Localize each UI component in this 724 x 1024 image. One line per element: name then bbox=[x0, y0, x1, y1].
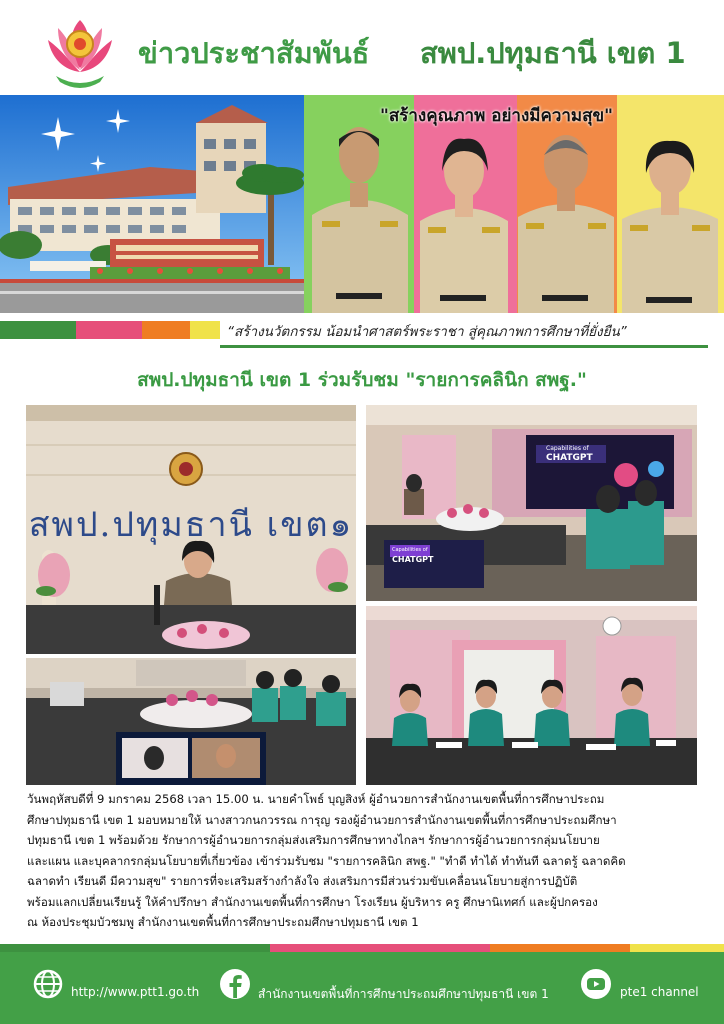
body-line: ฉลาดทำ เรียนดี มีความสุข" รายการที่จะเสริมสร้างกำลังใจ ส่งเสริมการมีส่วนร่วมขับเคลื่อนนโยบายสู่การปฏิบัติ bbox=[27, 874, 578, 888]
facebook-page-link[interactable]: สำนักงานเขตพื้นที่การศึกษาประถมศึกษาปทุมธานี เขต 1 bbox=[258, 987, 549, 1001]
motto-underline bbox=[220, 345, 708, 348]
sign-text: สพป.ปทุมธานี เขต๑ bbox=[28, 505, 354, 545]
org-name: สพป.ปทุมธานี เขต 1 bbox=[420, 36, 686, 70]
article-body bbox=[27, 789, 707, 933]
body-line: พร้อมแลกเปลี่ยนเรียนรู้ ให้คำปรึกษา สำนักงานเขตพื้นที่การศึกษา โรงเรียน ผู้บริหาร ครู ศึกษานิเทศก์ และผู้ปกครอง bbox=[27, 894, 598, 909]
photo-meeting-room-screen bbox=[366, 405, 697, 601]
banner bbox=[0, 95, 724, 313]
photo-director-meeting bbox=[26, 405, 356, 654]
page-title: ข่าวประชาสัมพันธ์ bbox=[138, 36, 370, 70]
body-line: ปทุมธานี เขต 1 พร้อมด้วย รักษาการผู้อำนวยการกลุ่มส่งเสริมการศึกษาทางไกลฯ รักษาการผู้อำนวยการกลุ่มนโยบาย bbox=[27, 833, 600, 847]
stripe-yellow bbox=[190, 321, 220, 339]
screen-caption-monitor: Capabilities of bbox=[392, 547, 428, 553]
website-link[interactable]: http://www.ptt1.go.th bbox=[71, 985, 200, 999]
body-line: ณ ห้องประชุมบัวชมพู สำนักงานเขตพื้นที่การศึกษาประถมศึกษาปทุมธานี เขต 1 bbox=[27, 915, 419, 929]
photo-video-conference bbox=[26, 658, 356, 785]
footer-stripe bbox=[0, 944, 724, 952]
office-building-photo bbox=[0, 95, 304, 313]
body-line: และแผน และบุคลากรกลุ่มนโยบายที่เกี่ยวข้อง เข้าร่วมรับชม "รายการคลินิก สพฐ." "ทำดี ทำได้ ทำทันที ฉลาดรู้ ฉลาดคิด bbox=[27, 853, 626, 868]
screen-text-top: CHATGPT bbox=[546, 453, 593, 463]
photo-staff-at-table bbox=[366, 606, 697, 785]
youtube-icon[interactable] bbox=[580, 968, 612, 1000]
obec-lotus-logo bbox=[40, 10, 120, 90]
article-headline: สพป.ปทุมธานี เขต 1 ร่วมรับชม "รายการคลินิก สพฐ." bbox=[137, 369, 587, 391]
screen-text-monitor: CHATGPT bbox=[392, 555, 434, 564]
stripe-pink bbox=[76, 321, 142, 339]
stripe-green bbox=[0, 321, 76, 339]
body-line: วันพฤหัสบดีที่ 9 มกราคม 2568 เวลา 15.00 น. นายคำโพธ์ บุญสิงห์ ผู้อำนวยการสำนักงานเขตพื้นที่การศึกษาประถม bbox=[27, 792, 605, 806]
globe-icon bbox=[32, 968, 64, 1000]
facebook-icon[interactable] bbox=[219, 968, 251, 1000]
screen-caption-top: Capabilities of bbox=[546, 445, 589, 452]
body-line: ศึกษาปทุมธานี เขต 1 มอบหมายให้ นางสาวกนกวรรณ การุญ รองผู้อำนวยการสำนักงานเขตพื้นที่การศึกษาประถมศึกษา bbox=[27, 812, 617, 827]
motto: “สร้างนวัตกรรม น้อมนำศาสตร์พระราชา สู่คุณภาพการศึกษาที่ยั่งยืน” bbox=[227, 324, 627, 340]
stripe-orange bbox=[142, 321, 190, 339]
youtube-channel-link[interactable]: pte1 channel bbox=[620, 985, 699, 999]
slogan: "สร้างคุณภาพ อย่างมีความสุข" bbox=[380, 106, 613, 126]
